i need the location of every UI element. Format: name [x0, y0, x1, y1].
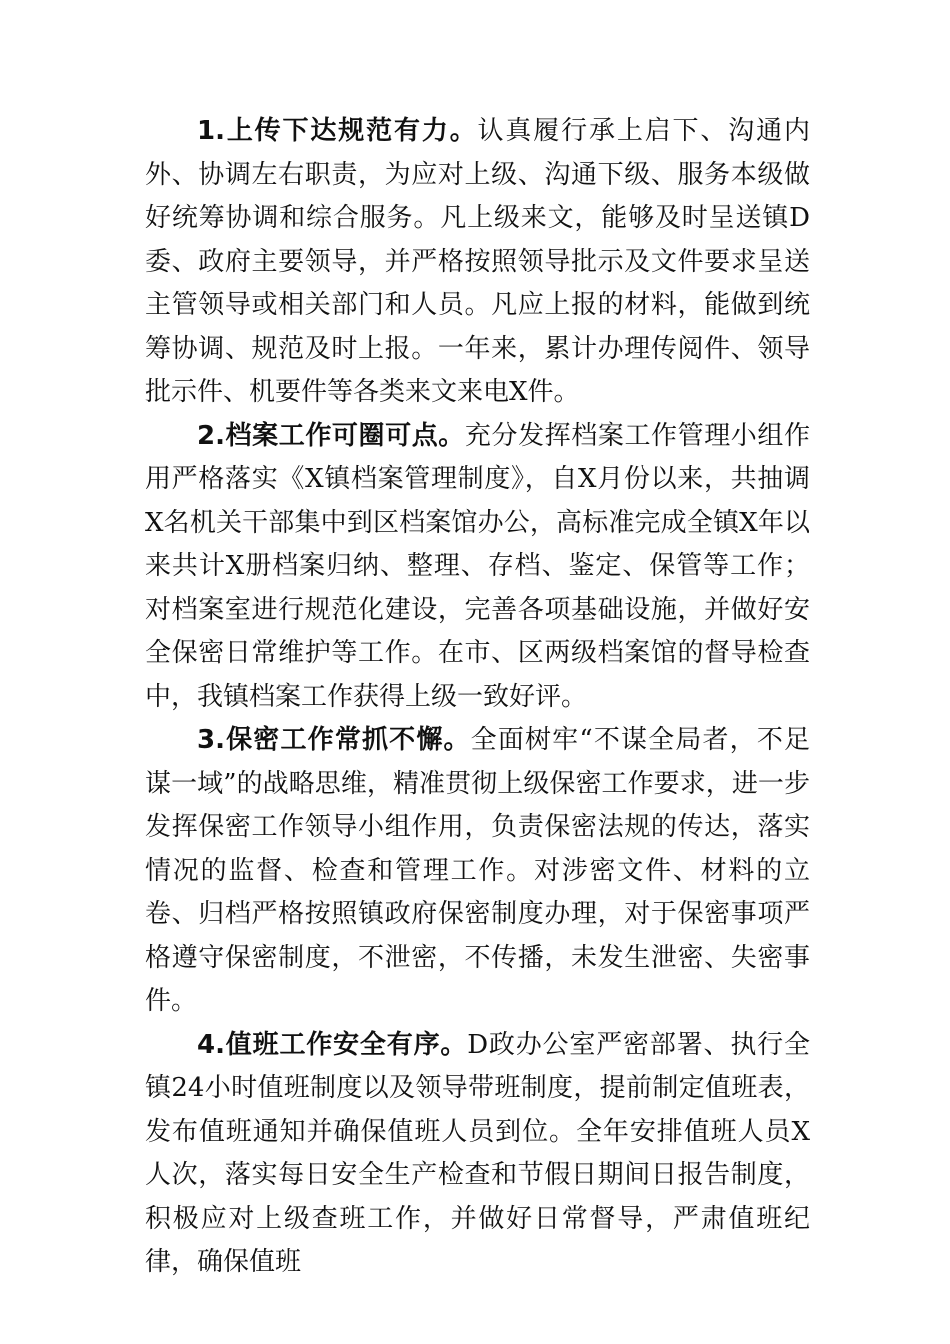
document-body: [145, 110, 810, 1285]
paragraph-text: 认真履行承上启下、沟通内外、协调左右职责，为应对上级、沟通下级、服务本级做好统筹协调和综合服务。凡上级来文，能够及时呈送镇D委、政府主要领导，并严格按照领导批示及文件要求呈送主管领导或相关部门和人员。凡应上报的材料，能做到统筹协调、规范及时上报。一年来，累计办理传阅件、领导批示件、机要件等各类来文来电X件。: [145, 116, 810, 407]
paragraph-text: 充分发挥档案工作管理小组作用严格落实《X镇档案管理制度》，自X月份以来，共抽调X名机关干部集中到区档案馆办公，高标准完成全镇X年以来共计X册档案归纳、整理、存档、鉴定、保管等工作；对档案室进行规范化建设，完善各项基础设施，并做好安全保密日常维护等工作。在市、区两级档案馆的督导检查中，我镇档案工作获得上级一致好评。: [145, 420, 810, 712]
paragraph-duty: [145, 1024, 810, 1285]
paragraph-heading: 2.档案工作可圈可点。: [197, 420, 465, 451]
paragraph-heading: 1.上传下达规范有力。: [197, 116, 478, 146]
paragraph-text: 全面树牢“不谋全局者，不足谋一域”的战略思维，精准贯彻上级保密工作要求，进一步发挥保密工作领导小组作用，负责保密法规的传达，落实情况的监督、检查和管理工作。对涉密文件、材料的立卷、归档严格按照镇政府保密制度办理，对于保密事项严格遵守保密制度，不泄密，不传播，未发生泄密、失密事件。: [145, 725, 811, 1016]
paragraph-heading: 4.值班工作安全有序。: [197, 1029, 468, 1060]
paragraph-heading: 3.保密工作常抓不懈。: [197, 725, 471, 755]
paragraph-archives: [145, 415, 810, 720]
paragraph-text: D政办公室严密部署、执行全镇24小时值班制度以及领导带班制度，提前制定值班表，发布值班通知并确保值班人员到位。全年安排值班人员X人次，落实每日安全生产检查和节假日期间日报告制度，积极应对上级查班工作，并做好日常督导，严肃值班纪律，确保值班: [145, 1029, 810, 1277]
paragraph-upload-download: [145, 110, 810, 415]
paragraph-confidentiality: [145, 719, 810, 1024]
